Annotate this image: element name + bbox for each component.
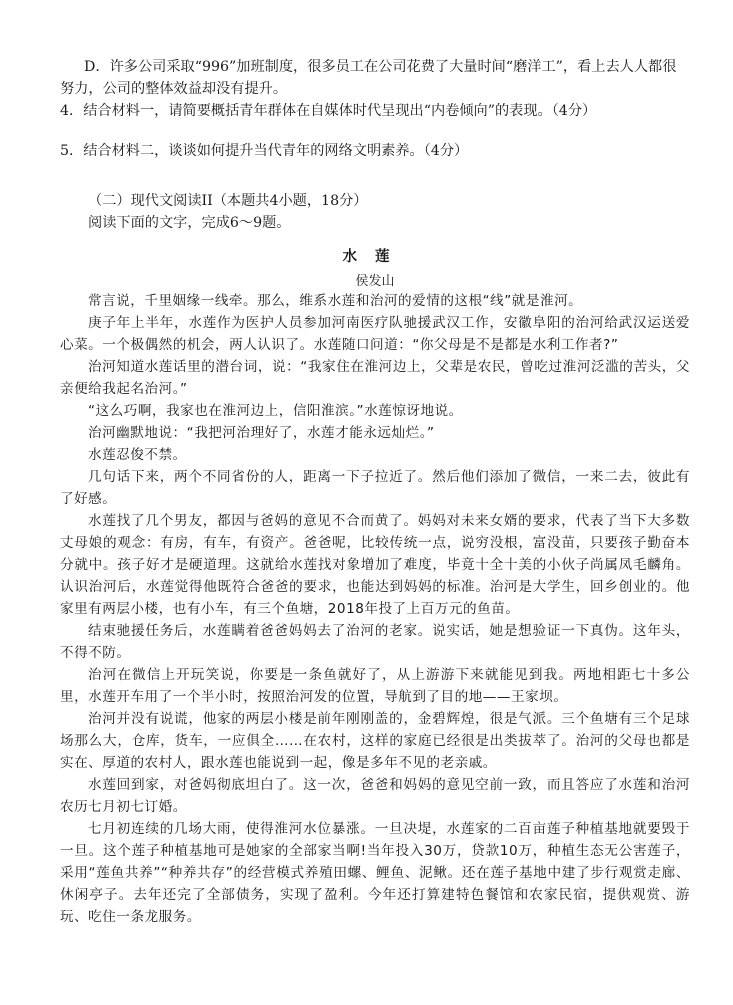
story-paragraph: 七月初连续的几场大雨，使得淮河水位暴涨。一旦决堤，水莲家的二百亩莲子种植基地就要毁于一旦。这个莲子种植基地可是她家的全部家当啊!当年投入30万，贷款10万，种植生态无公害莲子，采用“莲鱼共养”“种养共存”的经营模式养殖田螺、鲤鱼、泥鳅。还在莲子基地中建了步行观赏走廊、休闲亭子。去年还完了全部债务，实现了盈利。今年还打算建特色餐馆和农家民宿，提供观赏、游玩、吃住一条龙服务。 bbox=[60, 821, 690, 925]
story-paragraph: 结束驰援任务后，水莲瞒着爸爸妈妈去了治河的老家。说实话，她是想验证一下真伪。这年头，不得不防。 bbox=[60, 623, 690, 661]
story-title: 水莲 bbox=[342, 248, 408, 265]
story-paragraph: 治河知道水莲话里的潜台词，说：“我家住在淮河边上，父辈是农民，曾吃过淮河泛滥的苦头，父亲便给我起名治河。” bbox=[60, 359, 690, 397]
story-paragraph: 治河幽默地说：“我把河治理好了，水莲才能永远灿烂。” bbox=[88, 425, 435, 441]
story-heading bbox=[60, 245, 690, 289]
option-d: D．许多公司采取“996”加班制度，很多员工在公司花费了大量时间“磨洋工”，看上去人人都很努力，公司的整体效益却没有提升。 bbox=[60, 59, 677, 97]
story-paragraph: 水莲回到家，对爸妈彻底坦白了。这一次，爸爸和妈妈的意见空前一致，而且答应了水莲和治河农历七月初七订婚。 bbox=[60, 777, 690, 815]
story-paragraph: 治河在微信上开玩笑说，你要是一条鱼就好了，从上游游下来就能见到我。两地相距七十多公里，水莲开车用了一个半小时，按照治河发的位置，导航到了目的地——王家坝。 bbox=[60, 667, 690, 705]
question-4: 4．结合材料一，请简要概括青年群体在自媒体时代呈现出“内卷倾向”的表现。（4分） bbox=[60, 103, 597, 119]
story-paragraph: 水莲忍俊不禁。 bbox=[88, 447, 187, 463]
section-block bbox=[60, 190, 690, 234]
question-5-block bbox=[60, 140, 690, 162]
questions-block bbox=[60, 56, 690, 122]
question-5: 5．结合材料二，谈谈如何提升当代青年的网络文明素养。（4分） bbox=[60, 143, 469, 159]
story-body bbox=[60, 290, 690, 928]
story-author: 侯发山 bbox=[355, 274, 395, 289]
story-paragraph: 治河并没有说谎，他家的两层小楼是前年刚刚盖的，金碧辉煌，很是气派。三个鱼塘有三个足球场那么大，仓库，货车，一应俱全……在农村，这样的家庭已经很是出类拔萃了。治河的父母也都是实在、厚道的农村人，跟水莲也能说到一起，像是多年不见的老亲戚。 bbox=[60, 711, 690, 771]
story-paragraph: 常言说，千里姻缘一线牵。那么，维系水莲和治河的爱情的这根“线”就是淮河。 bbox=[88, 293, 583, 309]
story-paragraph: 庚子年上半年，水莲作为医护人员参加河南医疗队驰援武汉工作，安徽阜阳的治河给武汉运送爱心菜。一个极偶然的机会，两人认识了。水莲随口问道：“你父母是不是都是水利工作者?” bbox=[60, 315, 690, 353]
story-paragraph: “这么巧啊，我家也在淮河边上，信阳淮滨。”水莲惊讶地说。 bbox=[88, 403, 463, 419]
section-instruction: 阅读下面的文字，完成6～9题。 bbox=[88, 215, 291, 231]
story-paragraph: 水莲找了几个男友，都因与爸妈的意见不合而黄了。妈妈对未来女婿的要求，代表了当下大多数丈母娘的观念：有房，有车，有资产。爸爸呢，比较传统一点，说穷没根，富没苗，只要孩子勤奋本分就中。孩子好才是硬道理。这就给水莲找对象增加了难度，毕竟十全十美的小伙子尚属凤毛麟角。认识治河后，水莲觉得他既符合爸爸的要求，也能达到妈妈的标准。治河是大学生，回乡创业的。他家里有两层小楼，也有小车，有三个鱼塘，2018年投了上百万元的鱼苗。 bbox=[60, 513, 690, 617]
story-paragraph: 几句话下来，两个不同省份的人，距离一下子拉近了。然后他们添加了微信，一来二去，彼此有了好感。 bbox=[60, 469, 690, 507]
section-header: （二）现代文阅读II（本题共4小题，18分） bbox=[88, 193, 368, 209]
